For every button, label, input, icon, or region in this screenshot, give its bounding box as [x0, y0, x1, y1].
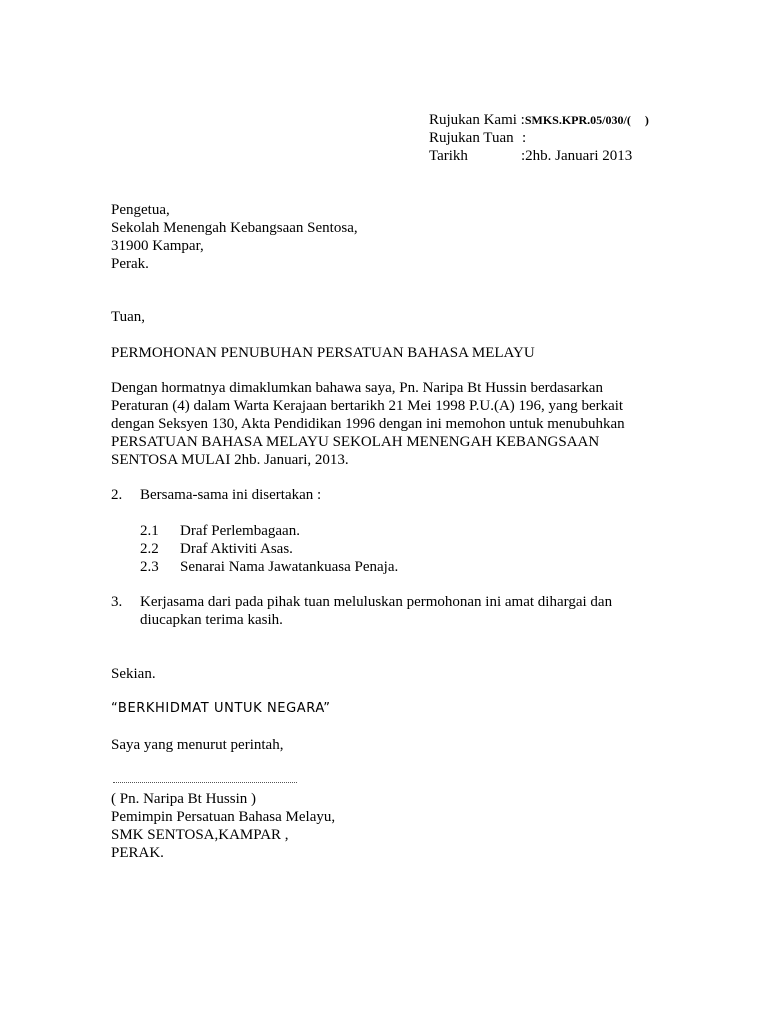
- subitem-number: 2.1: [140, 523, 159, 539]
- subitem-text: Draf Perlembagaan.: [180, 523, 300, 539]
- date-value: :2hb. Januari 2013: [521, 148, 633, 164]
- signatory-school: SMK SENTOSA,KAMPAR ,: [111, 827, 289, 843]
- subitem-number: 2.2: [140, 541, 159, 557]
- salutation: Tuan,: [111, 309, 146, 325]
- subitem-text: Draf Aktiviti Asas.: [180, 541, 293, 557]
- obedient-line: Saya yang menurut perintah,: [111, 737, 284, 753]
- body-paragraph-line: SENTOSA MULAI 2hb. Januari, 2013.: [111, 452, 349, 468]
- your-reference-colon: :: [522, 130, 527, 146]
- subitem-text: Senarai Nama Jawatankuasa Penaja.: [180, 559, 399, 575]
- recipient-line: 31900 Kampar,: [111, 238, 204, 254]
- our-reference-close: ): [644, 113, 649, 127]
- item-number: 3.: [111, 594, 123, 610]
- motto: “BERKHIDMAT UNTUK NEGARA”: [111, 701, 331, 716]
- recipient-line: Perak.: [111, 256, 149, 272]
- item-number: 2.: [111, 487, 123, 503]
- signature-dotted-line: [113, 782, 297, 783]
- body-paragraph-line: Dengan hormatnya dimaklumkan bahawa saya, Pn. Naripa Bt Hussin berdasarkan: [111, 380, 603, 396]
- date-label: Tarikh: [429, 148, 468, 164]
- closing: Sekian.: [111, 666, 156, 682]
- subitem-number: 2.3: [140, 559, 159, 575]
- item-text: Bersama-sama ini disertakan :: [140, 487, 322, 503]
- signatory-title: Pemimpin Persatuan Bahasa Melayu,: [111, 809, 336, 825]
- signatory-state: PERAK.: [111, 845, 164, 861]
- our-reference: [429, 111, 649, 129]
- signatory-name: ( Pn. Naripa Bt Hussin ): [111, 791, 256, 807]
- body-paragraph-line: PERSATUAN BAHASA MELAYU SEKOLAH MENENGAH KEBANGSAAN: [111, 434, 600, 450]
- subject-heading: PERMOHONAN PENUBUHAN PERSATUAN BAHASA MELAYU: [111, 345, 535, 361]
- item-text: Kerjasama dari pada pihak tuan meluluskan permohonan ini amat dihargai dan: [140, 594, 613, 610]
- body-paragraph-line: dengan Seksyen 130, Akta Pendidikan 1996 dengan ini memohon untuk menubuhkan: [111, 416, 625, 432]
- recipient-line: Sekolah Menengah Kebangsaan Sentosa,: [111, 220, 358, 236]
- item-text: diucapkan terima kasih.: [140, 612, 283, 628]
- body-paragraph-line: Peraturan (4) dalam Warta Kerajaan bertarikh 21 Mei 1998 P.U.(A) 196, yang berkait: [111, 398, 624, 414]
- our-reference-label: Rujukan Kami :: [429, 112, 525, 128]
- our-reference-code: SMKS.KPR.05/030/(: [524, 113, 631, 127]
- recipient-line: Pengetua,: [111, 202, 170, 218]
- your-reference-label: Rujukan Tuan: [429, 130, 514, 146]
